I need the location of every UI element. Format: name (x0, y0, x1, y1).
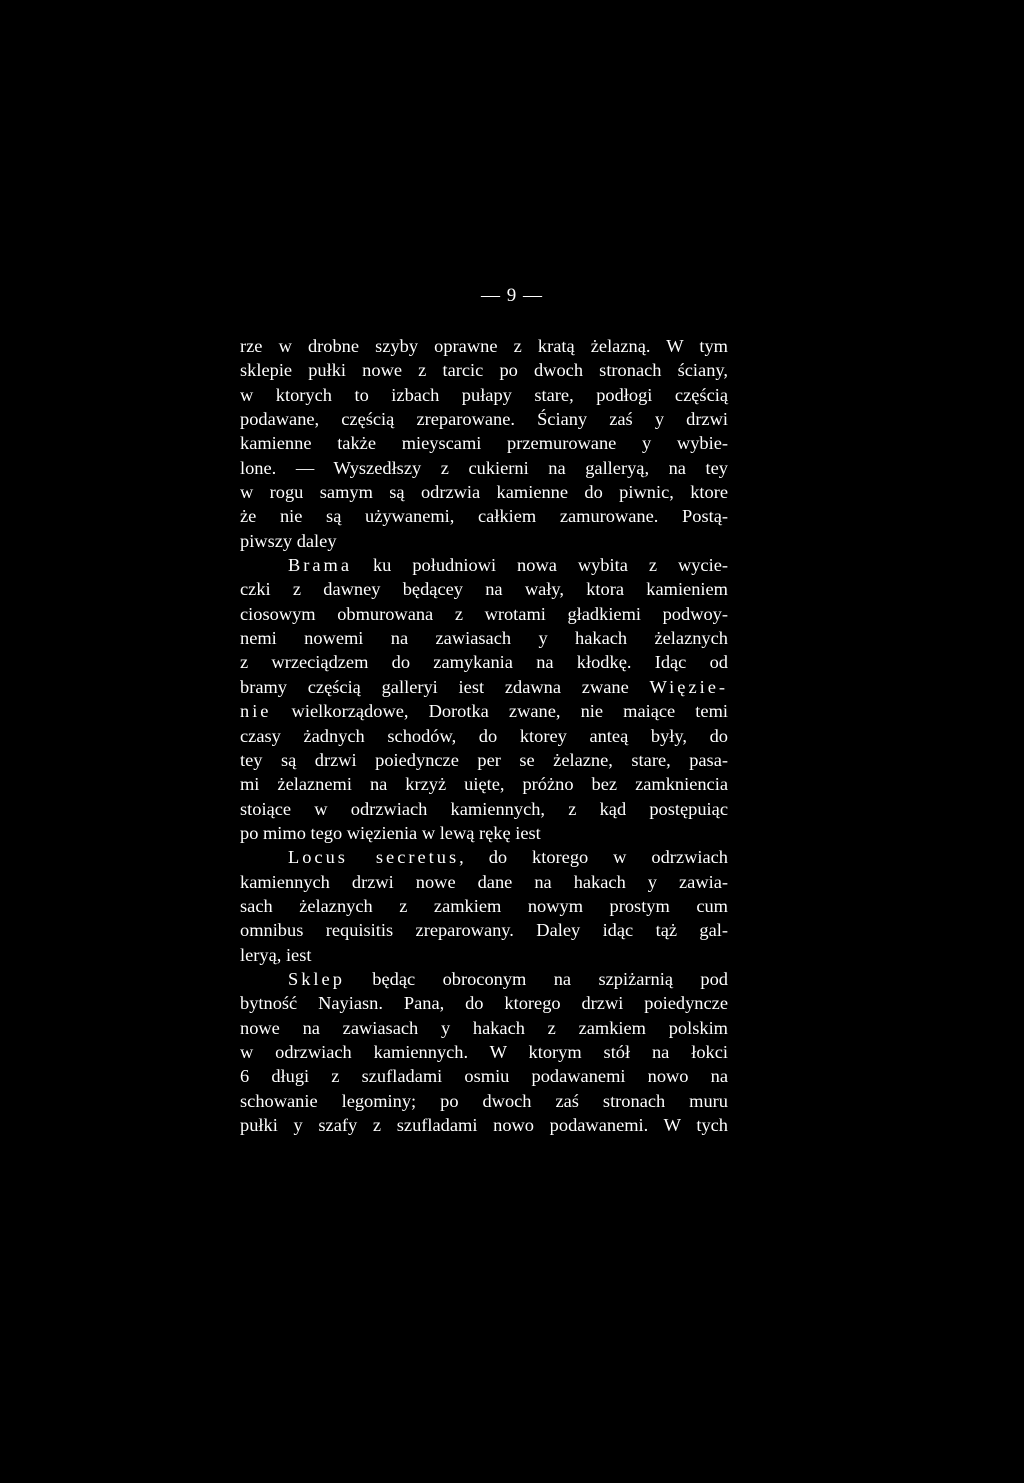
spaced-term: Sklep (288, 968, 345, 989)
page-number: — 9 — (481, 285, 543, 306)
text-run: kamienne także mieyscami przemurowane y wybie- (240, 433, 728, 454)
text-run: tey są drzwi poiedyncze per se żelazne, stare, pasa- (240, 749, 728, 770)
text-line (240, 383, 728, 407)
text-run: , do ktorego w odrzwiach (459, 847, 728, 868)
text-line (240, 1064, 728, 1088)
text-run: po mimo tego więzienia w lewą rękę iest (240, 822, 541, 843)
text-line (240, 724, 728, 748)
text-line (240, 845, 728, 869)
text-run: 6 długi z szufladami osmiu podawanemi nowo na (240, 1066, 728, 1087)
text-run: z wrzeciądzem do zamykania na kłodkę. Idąc od (240, 652, 728, 673)
text-run: mi żelaznemi na krzyż uięte, próżno bez zamkniencia (240, 774, 728, 795)
text-line (240, 675, 728, 699)
text-run: stoiące w odrzwiach kamiennych, z kąd postępuiąc (240, 798, 728, 819)
text-run: lone. — Wyszedłszy z cukierni na galleryą, na tey (240, 457, 728, 478)
text-line (240, 1113, 728, 1137)
text-line (240, 1016, 728, 1040)
text-line (240, 748, 728, 772)
body-text (240, 334, 728, 1137)
text-line (240, 431, 728, 455)
text-run: omnibus requisitis zreparowany. Daley idąc tąż gal- (240, 920, 728, 941)
text-run: w rogu samym są odrzwia kamienne do piwnic, ktore (240, 482, 728, 503)
spaced-term: Więzie- (649, 676, 728, 697)
text-line (240, 456, 728, 480)
text-run: czasy żadnych schodów, do ktorey anteą były, do (240, 725, 728, 746)
text-run: nemi nowemi na zawiasach y hakach żelaznych (240, 628, 728, 649)
text-line (240, 626, 728, 650)
text-line (240, 602, 728, 626)
text-line (240, 991, 728, 1015)
text-line (240, 577, 728, 601)
text-line (240, 918, 728, 942)
spaced-term: nie (240, 701, 272, 722)
text-run: w odrzwiach kamiennych. W ktorym stół na łokci (240, 1041, 728, 1062)
spaced-term: Locus secretus (288, 847, 460, 868)
text-line (240, 699, 728, 723)
text-run: w ktorych to izbach pułapy stare, podłogi częścią (240, 384, 728, 405)
text-line (240, 943, 728, 967)
text-run: rze w drobne szyby oprawne z kratą żelazną. W tym (240, 336, 728, 356)
text-run: bramy częścią galleryi iest zdawna zwane (240, 676, 650, 697)
text-run: podawane, częścią zreparowane. Ściany zaś y drzwi (240, 409, 728, 430)
text-run: leryą, iest (240, 944, 312, 965)
text-line (240, 870, 728, 894)
text-run: będąc obroconym na szpiżarnią pod (344, 968, 728, 989)
text-run: piwszy daley (240, 530, 337, 551)
text-run: pułki y szafy z szufladami nowo podawanemi. W tych (240, 1115, 728, 1135)
text-line (240, 1040, 728, 1064)
text-run: schowanie legominy; po dwoch zaś stronach muru (240, 1090, 728, 1111)
text-line (240, 894, 728, 918)
text-line (240, 650, 728, 674)
text-line (240, 553, 728, 577)
text-run: ku południowi nowa wybita z wycie- (352, 555, 728, 576)
text-run: że nie są używanemi, całkiem zamurowane. Postą- (240, 506, 728, 527)
text-line (240, 797, 728, 821)
text-line (240, 821, 728, 845)
text-line (240, 504, 728, 528)
text-line (240, 480, 728, 504)
text-run: kamiennych drzwi nowe dane na hakach y zawia- (240, 871, 728, 892)
text-run: czki z dawney będącey na wały, ktora kamieniem (240, 579, 728, 600)
text-line (240, 358, 728, 382)
text-line (240, 334, 728, 358)
text-run: wielkorządowe, Dorotka zwane, nie maiące temi (271, 701, 728, 722)
text-line (240, 407, 728, 431)
text-line (240, 967, 728, 991)
text-run: nowe na zawiasach y hakach z zamkiem polskim (240, 1017, 728, 1038)
spaced-term: Brama (288, 555, 353, 576)
text-line (240, 529, 728, 553)
text-run: sach żelaznych z zamkiem nowym prostym cum (240, 895, 728, 916)
text-run: sklepie pułki nowe z tarcic po dwoch stronach ściany, (240, 360, 728, 381)
text-line (240, 1089, 728, 1113)
text-run: ciosowym obmurowana z wrotami gładkiemi podwoy- (240, 603, 728, 624)
text-run: bytność Nayiasn. Pana, do ktorego drzwi poiedyncze (240, 993, 728, 1014)
text-line (240, 772, 728, 796)
